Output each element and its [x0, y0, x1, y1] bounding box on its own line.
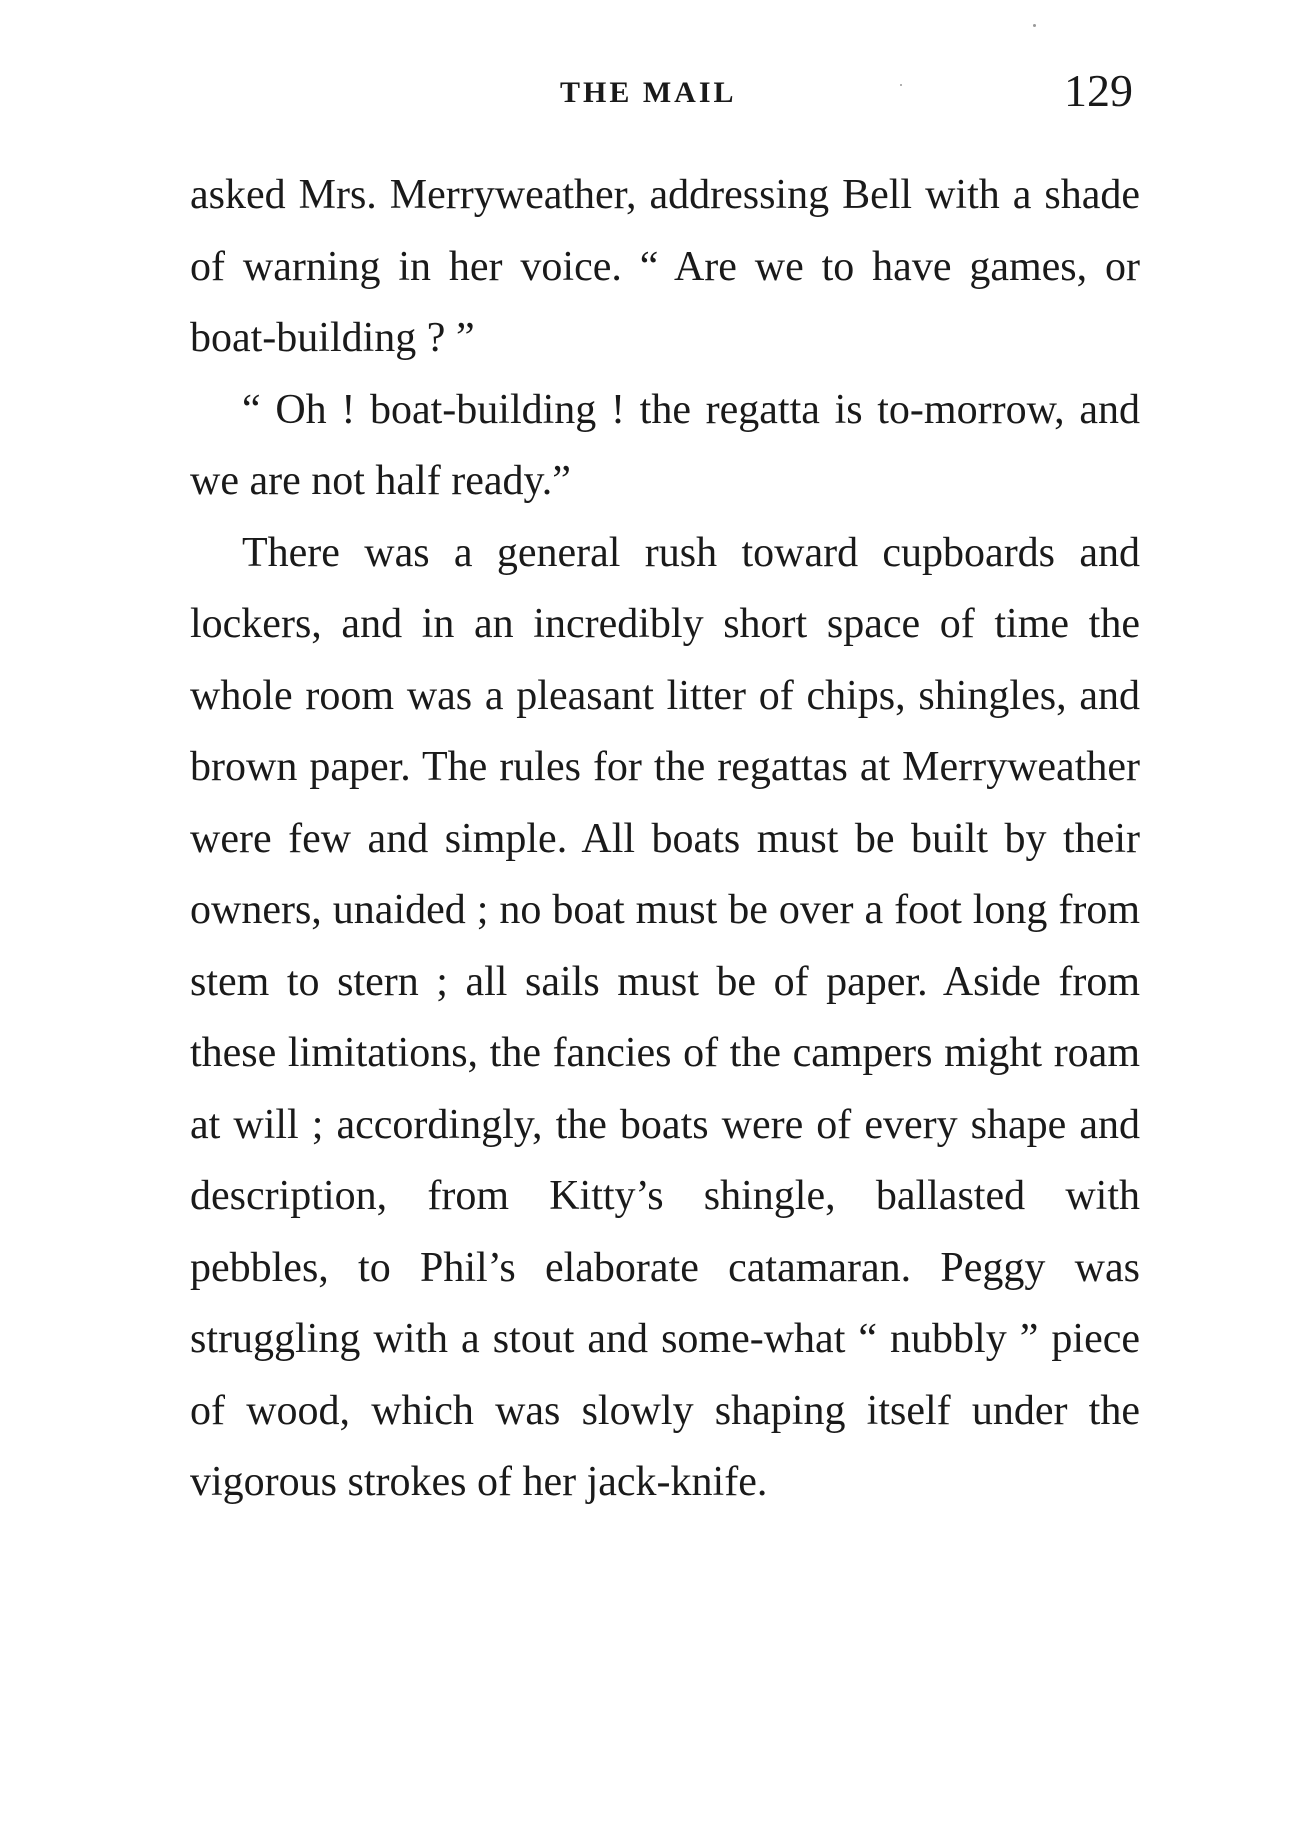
paper-speck: [900, 84, 902, 86]
running-title: THE MAIL: [560, 76, 737, 109]
paragraph-1: asked Mrs. Merryweather, addressing Bell with a shade of warning in her voice. “ Are we to have games, or boat-building ? ”: [190, 172, 1140, 361]
running-header: [0, 62, 1305, 122]
paragraph-3: There was a general rush toward cupboards and lockers, and in an incredibly short space of time the whole room was a pleasant litter of chips, shingles, and brown paper. The rules for the regattas at Merryweather were few and simple. All boats must be built by their owners, unaided ; no boat must be over a foot long from stem to stern ; all sails must be of paper. Aside from these limitations, the fancies of the campers might roam at will ; accordingly, the boats were of every shape and description, from Kitty’s shingle, ballasted with pebbles, to Phil’s elaborate catamaran. Peggy was struggling with a stout and some-what “ nubbly ” piece of wood, which was slowly shaping itself under the vigorous strokes of her jack-knife.: [190, 529, 1140, 1505]
paragraph-2: “ Oh ! boat-building ! the regatta is to-morrow, and we are not half ready.”: [190, 386, 1140, 504]
paper-speck: [1033, 24, 1036, 27]
body-text: [190, 160, 1140, 1519]
page-number: 129: [1064, 65, 1133, 116]
